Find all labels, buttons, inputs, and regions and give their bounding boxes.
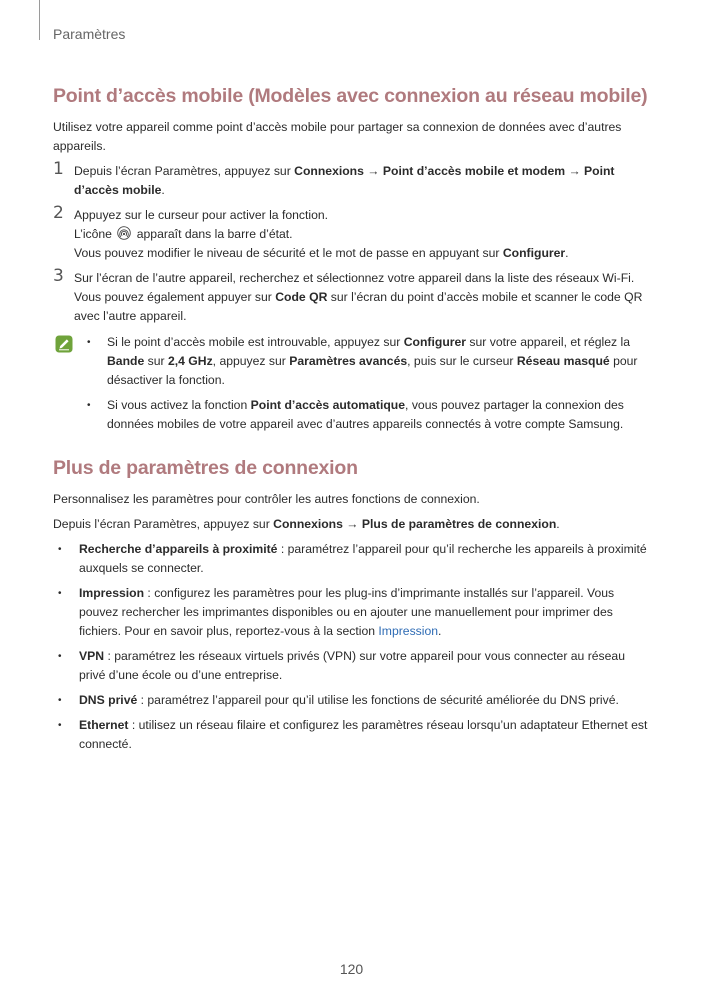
step-2 [53,203,653,263]
list-item-private-dns: • DNS privé : paramétrez l’appareil pour qu’il utilise les fonctions de sécurité améliorée du DNS privé. [58,693,619,707]
page-content [53,84,653,760]
settings-path: Depuis l’écran Paramètres, appuyez sur Connexions → Plus de paramètres de connexion. [53,517,560,531]
list-item-nearby-scanning: • Recherche d’appareils à proximité : paramétrez l’appareil pour qu’il recherche les appareils à proximité auxquels se connecter. [58,542,647,575]
header-divider [39,0,40,40]
hotspot-icon [117,226,131,240]
step-text: Vous pouvez également appuyer sur Code QR sur l’écran du point d’accès mobile et scanner le code QR avec l’autre appareil. [74,290,643,323]
step-3 [53,266,653,326]
list-item-vpn: • VPN : paramétrez les réseaux virtuels privés (VPN) sur votre appareil pour vous connecter au réseau privé d’une école ou d’une entreprise. [58,649,625,682]
note-item: • Si le point d’accès mobile est introuvable, appuyez sur Configurer sur votre appareil, et réglez la Bande sur 2,4 GHz, appuyez sur Paramètres avancés, puis sur le curseur Réseau masqué pour désactiver la fonction. [87,335,638,387]
step-text: L’icône apparaît dans la barre d’état. [74,227,293,241]
menu-hotspot-modem: Point d’accès mobile et modem [382,164,566,178]
step-number: 3 [53,266,64,286]
note-list [87,333,653,434]
settings-list [53,540,653,754]
step-number: 2 [53,203,64,223]
step-1 [53,159,653,200]
page-number: 120 [339,961,364,977]
step-text: Vous pouvez modifier le niveau de sécurité et le mot de passe en appuyant sur Configurer. [74,246,569,260]
section-title-mobile-hotspot: Point d’accès mobile (Modèles avec connexion au réseau mobile) [53,85,648,107]
impression-link[interactable]: Impression [378,624,439,638]
step-text: Depuis l’écran Paramètres, appuyez sur Connexions → Point d’accès mobile et modem → Point d’accès mobile. [74,164,615,197]
section-intro: Utilisez votre appareil comme point d’accès mobile pour partager sa connexion de données avec d’autres appareils. [53,120,622,153]
menu-code-qr: Code QR [275,290,328,304]
step-text: Appuyez sur le curseur pour activer la fonction. [74,208,329,222]
list-item-ethernet: • Ethernet : utilisez un réseau filaire et configurez les paramètres réseau lorsqu’un adaptateur Ethernet est connecté. [58,718,648,751]
header-section-title: Paramètres [53,26,126,42]
section-intro: Personnalisez les paramètres pour contrôler les autres fonctions de connexion. [53,492,480,506]
menu-connexions: Connexions [294,164,364,178]
step-number: 1 [53,159,64,179]
section-title-more-settings: Plus de paramètres de connexion [53,457,358,479]
menu-mobile-hotspot: Point d’accès mobile [74,164,615,197]
list-item-printing: • Impression : configurez les paramètres pour les plug-ins d’imprimante installés sur l’appareil. Vous pouvez rechercher les imprimantes disponibles ou en ajouter une manuellement pour imprimer des fichiers. Pour en savoir plus, reportez-vous à la section Impression. [58,586,615,638]
note-pencil-icon [55,335,73,353]
note-box [53,333,653,434]
note-item: • Si vous activez la fonction Point d’accès automatique, vous pouvez partager la connexion des données mobiles de votre appareil avec d’autres appareils connectés à votre compte Samsung. [87,398,624,431]
menu-configurer: Configurer [502,246,566,260]
step-text: Sur l’écran de l’autre appareil, recherchez et sélectionnez votre appareil dans la liste des réseaux Wi-Fi. [74,271,635,285]
